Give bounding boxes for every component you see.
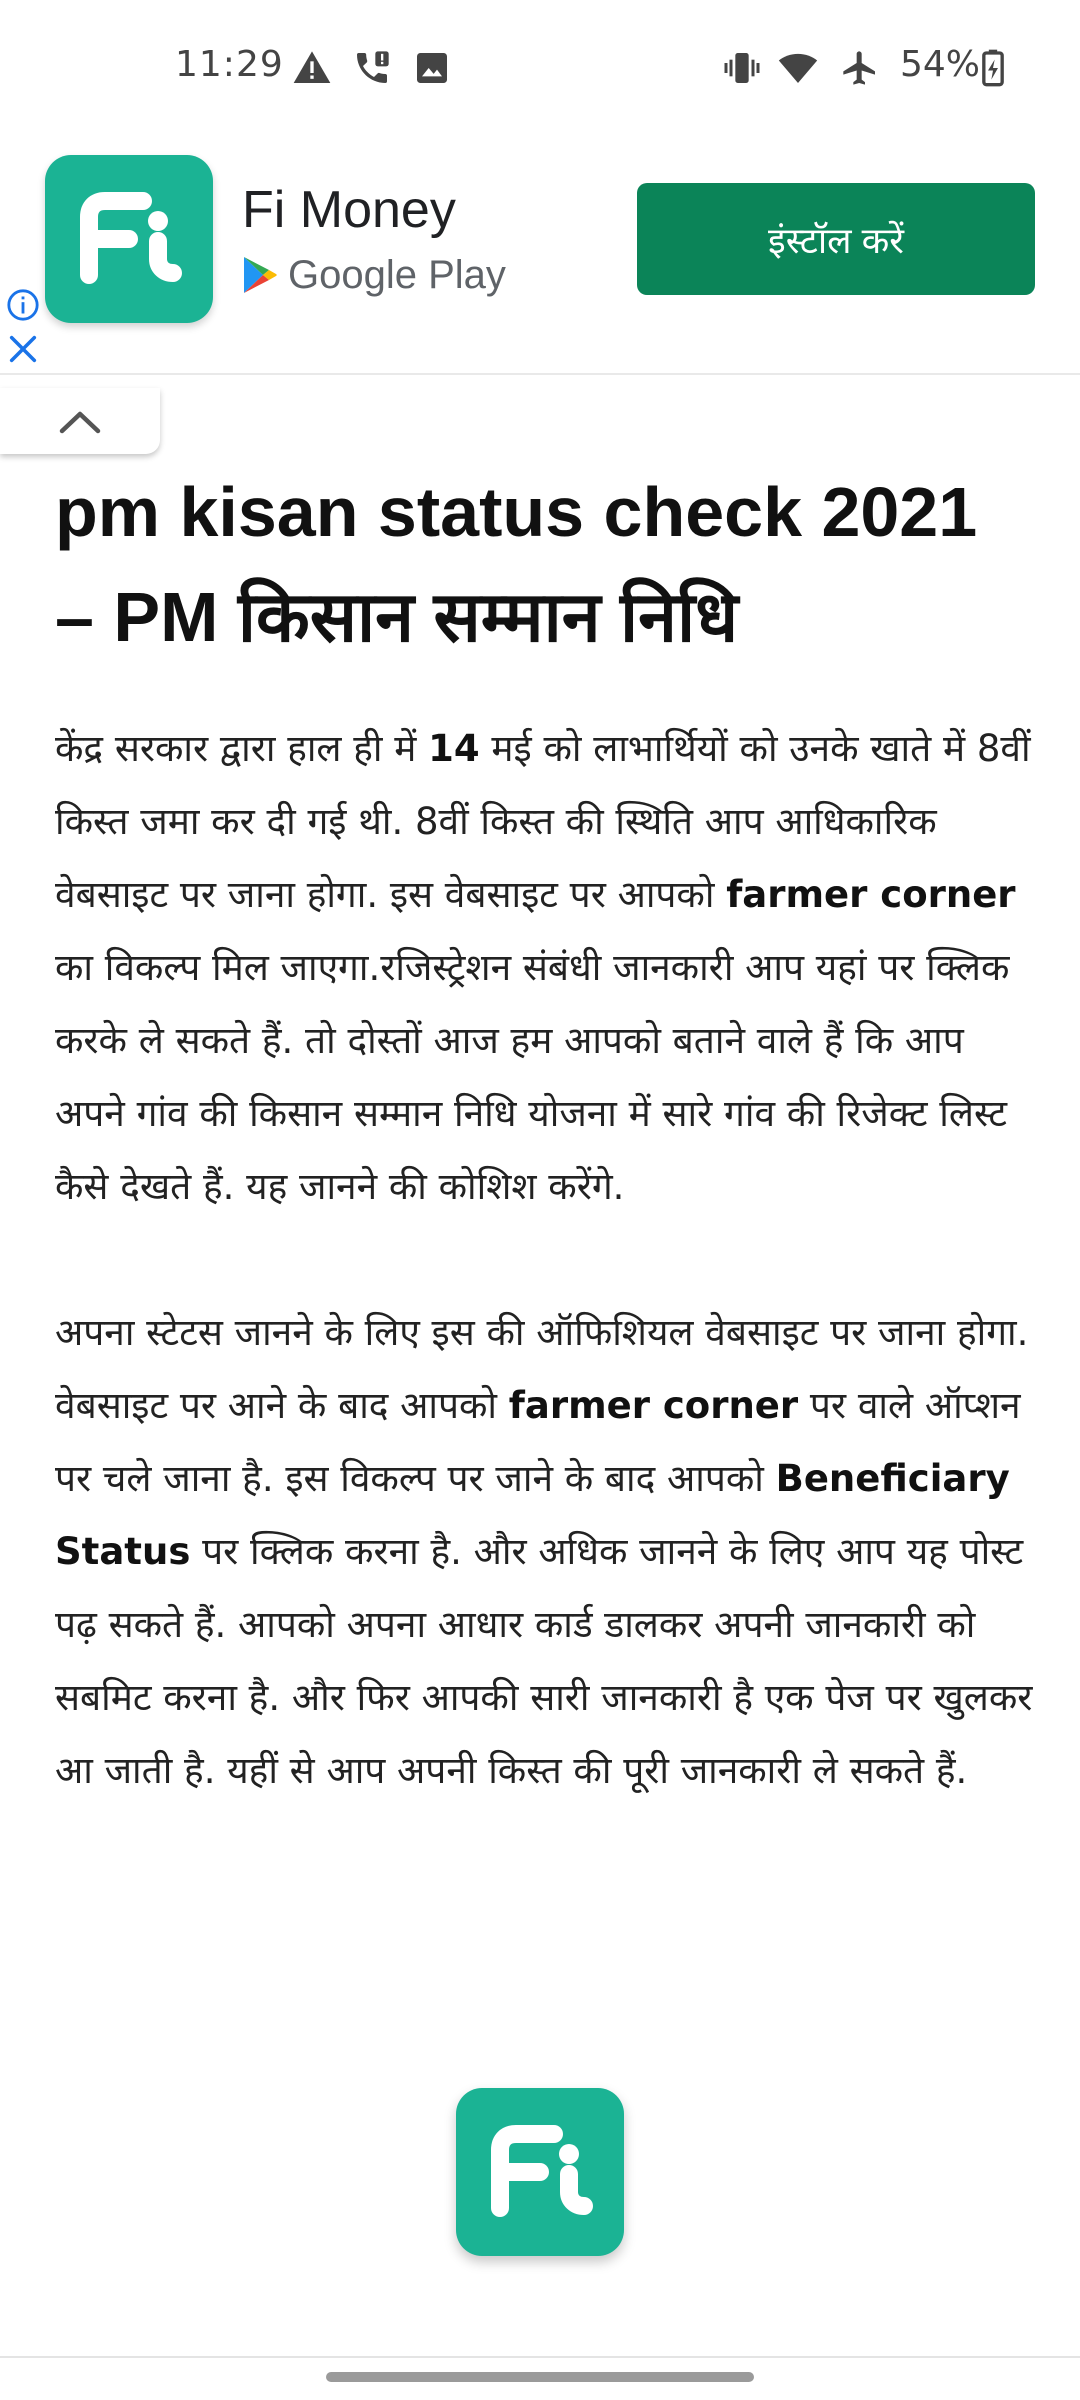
fi-logo-icon bbox=[456, 2088, 624, 2256]
ad-store-label: Google Play bbox=[288, 252, 506, 297]
article-paragraph-2 bbox=[55, 1296, 1035, 1807]
chevron-up-icon bbox=[57, 406, 103, 436]
bold-text: farmer corner bbox=[508, 1384, 799, 1427]
fi-floating-icon[interactable] bbox=[456, 2088, 624, 2256]
text: मई को लाभार्थियों को उनके खाते में 8वीं किस्त जमा कर दी गई थी. 8वीं किस्त की स्थिति आप आधिकारिक वेबसाइट पर जाना होगा. इस वेबसाइट पर आपको bbox=[55, 727, 1031, 916]
ad-close-icon[interactable] bbox=[6, 332, 40, 366]
fi-app-icon[interactable] bbox=[45, 155, 213, 323]
ad-banner[interactable] bbox=[0, 140, 1080, 375]
home-indicator[interactable] bbox=[326, 2372, 754, 2382]
ad-store[interactable] bbox=[242, 250, 506, 300]
text: पर वाले ऑप्शन पर चले जाना है. इस विकल्प पर जाने के बाद आपको bbox=[55, 1384, 1021, 1500]
battery-charging-icon bbox=[978, 48, 1008, 88]
vibrate-icon bbox=[722, 48, 762, 88]
status-time: 11:29 bbox=[175, 44, 284, 85]
google-play-icon bbox=[242, 255, 278, 295]
article-paragraph-1 bbox=[55, 712, 1035, 1223]
airplane-icon bbox=[840, 48, 880, 88]
bold-text: 14 bbox=[428, 727, 480, 770]
text: अपना स्टेटस जानने के लिए इस की ऑफिशियल वेबसाइट पर जाना होगा. वेबसाइट पर आने के बाद आपको bbox=[55, 1311, 1029, 1427]
text: केंद्र सरकार द्वारा हाल ही में bbox=[55, 727, 429, 770]
text: का विकल्प मिल जाएगा.रजिस्ट्रेशन संबंधी जानकारी आप यहां पर क्लिक करके ले सकते हैं. तो दोस्तों आज हम आपको बताने वाले हैं कि आप अपने गांव की किसान सम्मान निधि योजना में सारे गांव की रिजेक्ट लिस्ट कैसे देखते हैं. यह जानने की कोशिश करेंगे. bbox=[55, 946, 1010, 1208]
battery-percent: 54% bbox=[900, 44, 981, 85]
fi-logo-icon bbox=[45, 155, 213, 323]
nav-divider bbox=[0, 2356, 1080, 2358]
text: पर क्लिक करना है. और अधिक जानने के लिए आप यह पोस्ट पढ़ सकते हैं. आपको अपना आधार कार्ड डालकर अपनी जानकारी को सबमिट करना है. और फिर आपकी सारी जानकारी है एक पेज पर खुलकर आ जाती है. यहीं से आप अपनी किस्त की पूरी जानकारी ले सकते हैं. bbox=[55, 1530, 1033, 1792]
status-bar bbox=[0, 0, 1080, 140]
article-title: pm kisan status check 2021 – PM किसान सम्मान निधि bbox=[55, 473, 978, 656]
ad-info-icon[interactable] bbox=[6, 288, 40, 322]
missed-call-icon bbox=[352, 48, 392, 88]
install-button[interactable]: इंस्टॉल करें bbox=[637, 183, 1035, 295]
ad-app-name[interactable]: Fi Money bbox=[242, 181, 456, 239]
bold-text: farmer corner bbox=[726, 873, 1016, 916]
image-icon bbox=[412, 48, 452, 88]
collapse-ad-button[interactable] bbox=[0, 388, 160, 454]
wifi-icon bbox=[778, 48, 818, 88]
article bbox=[55, 460, 1035, 1807]
warning-icon bbox=[292, 48, 332, 88]
bold-text: Beneficiary Status bbox=[55, 1457, 1010, 1573]
